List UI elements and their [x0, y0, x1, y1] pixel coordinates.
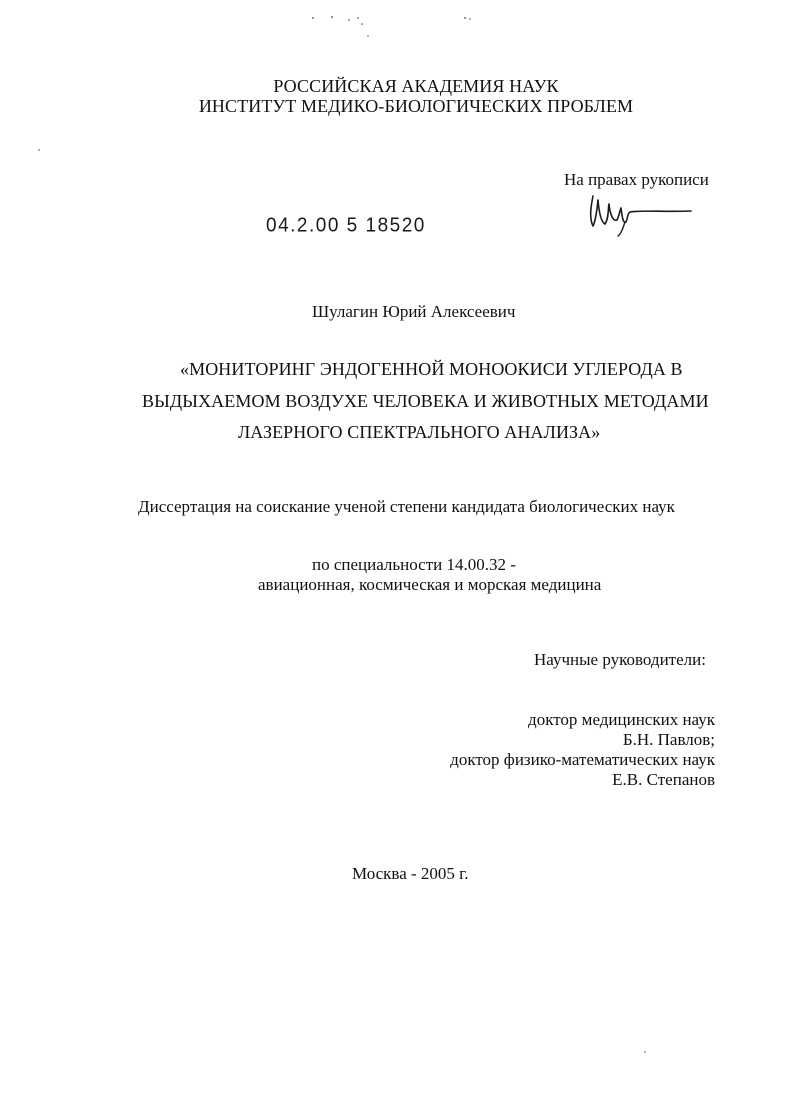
organization-name: РОССИЙСКАЯ АКАДЕМИЯ НАУК — [273, 76, 559, 96]
supervisor-2-name: Е.В. Степанов — [612, 770, 715, 789]
dissertation-title-line-1: «МОНИТОРИНГ ЭНДОГЕННОЙ МОНООКИСИ УГЛЕРОДА В — [180, 359, 683, 379]
signature-image — [585, 188, 695, 238]
dissertation-title-line-3: ЛАЗЕРНОГО СПЕКТРАЛЬНОГО АНАЛИЗА» — [238, 422, 601, 442]
institute-name: ИНСТИТУТ МЕДИКО-БИОЛОГИЧЕСКИХ ПРОБЛЕМ — [198, 96, 634, 116]
scan-specks-top — [38, 16, 646, 1053]
degree-statement: Диссертация на соискание ученой степени кандидата биологических наук — [138, 497, 675, 516]
supervisor-1-degree: доктор медицинских наук — [528, 710, 715, 729]
registration-stamp-number: 04.2.00 5 18520 — [266, 214, 426, 237]
supervisor-1-name: Б.Н. Павлов; — [622, 730, 715, 749]
place-and-year: Москва - 2005 г. — [352, 864, 469, 883]
author-name: Шулагин Юрий Алексеевич — [312, 302, 516, 321]
manuscript-rights-note: На правах рукописи — [564, 170, 709, 189]
supervisors-heading: Научные руководители: — [534, 650, 706, 669]
specialty-code: по специальности 14.00.32 - — [312, 555, 516, 574]
specialty-name: авиационная, космическая и морская медицина — [258, 575, 602, 594]
supervisor-2-degree: доктор физико-математических наук — [450, 750, 715, 769]
dissertation-title-line-2: ВЫДЫХАЕМОМ ВОЗДУХЕ ЧЕЛОВЕКА И ЖИВОТНЫХ МЕТОДАМИ — [142, 391, 709, 411]
